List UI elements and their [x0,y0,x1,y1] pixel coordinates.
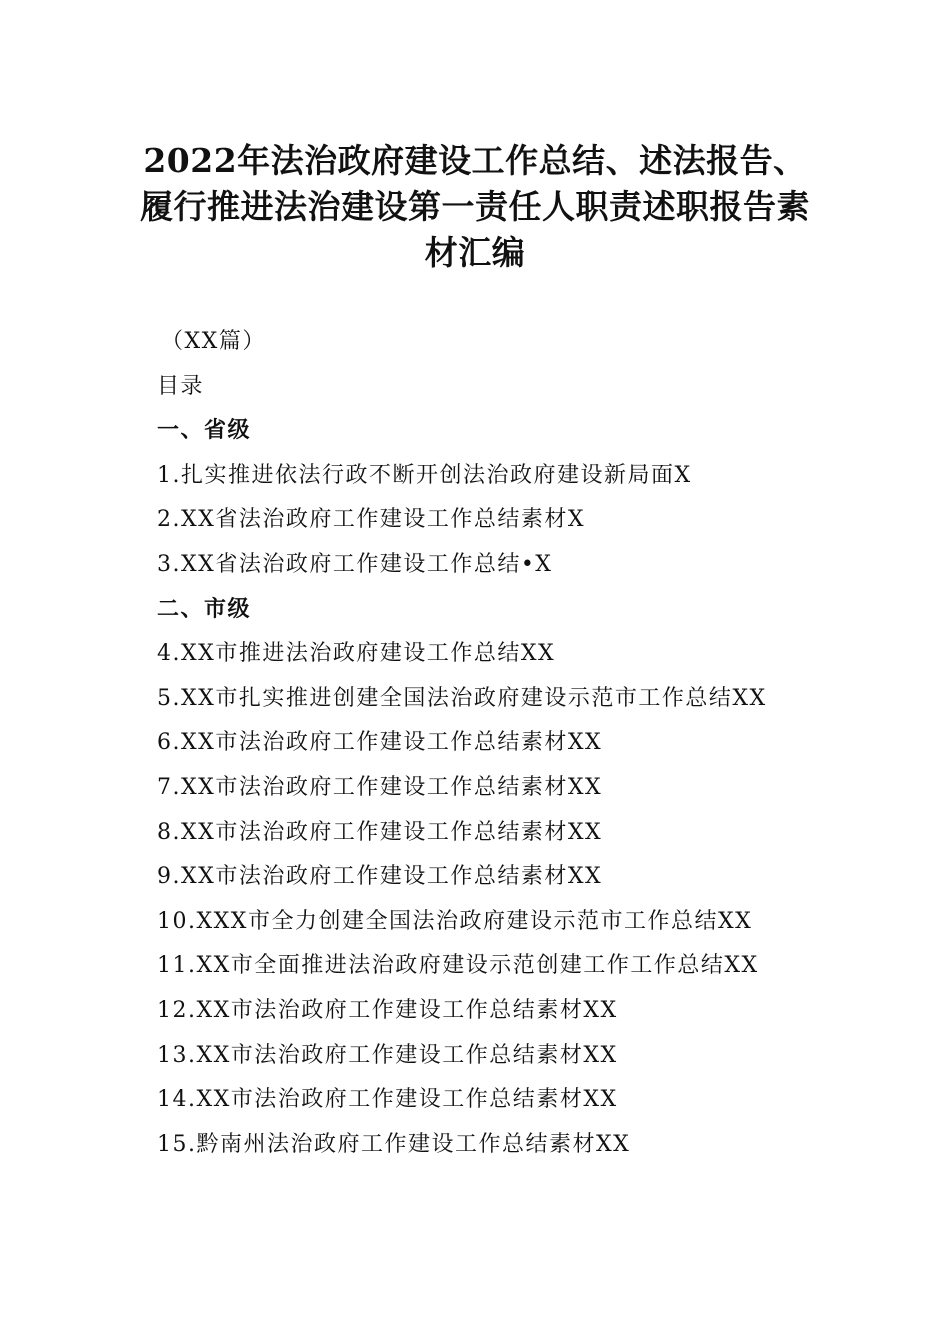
title-line: 履行推进法治建设第一责任人职责述职报告素 [140,187,810,226]
toc-item: 13.XX市法治政府工作建设工作总结素材XX [157,1042,618,1068]
toc-item: 12.XX市法治政府工作建设工作总结素材XX [157,997,618,1023]
section-heading-provincial: 一、省级 [157,418,252,444]
toc-item: 6.XX市法治政府工作建设工作总结素材XX [157,730,603,756]
title-line: 材汇编 [424,233,526,272]
table-of-contents [157,320,877,1167]
section-heading-municipal: 二、市级 [157,596,252,622]
toc-item: 9.XX市法治政府工作建设工作总结素材XX [157,864,603,890]
toc-item: 10.XXX市全力创建全国法治政府建设示范市工作总结XX [157,908,753,934]
toc-item: 15.黔南州法治政府工作建设工作总结素材XX [157,1131,631,1157]
toc-item: 5.XX市扎实推进创建全国法治政府建设示范市工作总结XX [157,685,767,711]
toc-item: 4.XX市推进法治政府建设工作总结XX [157,641,556,667]
toc-item: 2.XX省法治政府工作建设工作总结素材X [157,507,585,533]
toc-item: 8.XX市法治政府工作建设工作总结素材XX [157,819,603,845]
document-title [100,138,850,276]
toc-item: 11.XX市全面推进法治政府建设示范创建工作工作总结XX [157,953,759,979]
toc-item: 1.扎实推进依法行政不断开创法治政府建设新局面X [157,462,692,488]
title-line: 2022年法治政府建设工作总结、述法报告、 [143,141,807,180]
toc-item: 3.XX省法治政府工作建设工作总结•X [157,551,553,577]
toc-item: 14.XX市法治政府工作建设工作总结素材XX [157,1087,618,1113]
toc-item: 7.XX市法治政府工作建设工作总结素材XX [157,774,603,800]
toc-label: 目录 [157,373,205,399]
article-count: （XX篇） [161,329,266,354]
